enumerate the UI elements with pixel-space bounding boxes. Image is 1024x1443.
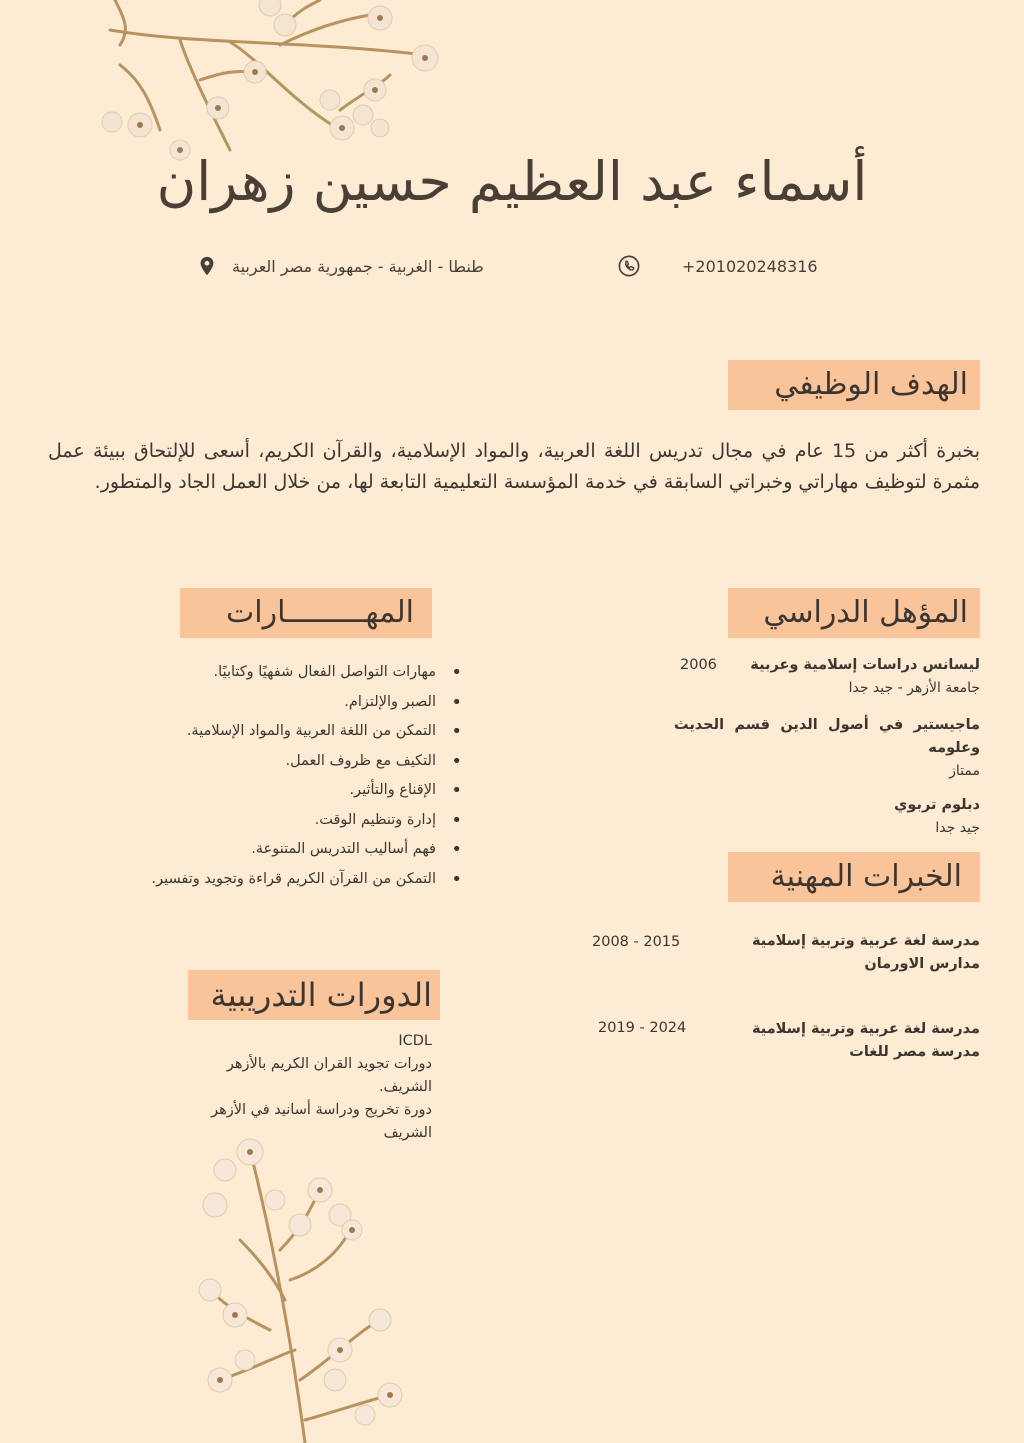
- education-item: [674, 714, 980, 783]
- courses-list: [172, 1030, 432, 1145]
- education-heading: المؤهل الدراسي: [728, 588, 980, 638]
- phone-number: +201020248316: [682, 256, 818, 276]
- course-item: ICDL: [398, 1033, 432, 1049]
- phone-icon: [618, 255, 640, 277]
- objective-heading: الهدف الوظيفي: [728, 360, 980, 410]
- skill-item: • فهم أساليب التدريس المتنوعة.: [120, 835, 436, 865]
- skill-item: • مهارات التواصل الفعال شفهيًا وكتابيًا.: [120, 658, 436, 688]
- floral-branch-bottom-decoration: [180, 1130, 420, 1443]
- experience-heading: الخبرات المهنية: [728, 852, 980, 902]
- location-pin-icon: [196, 255, 218, 277]
- experience-org: مدارس الاورمان: [864, 956, 980, 972]
- skill-item: • التمكن من اللغة العربية والمواد الإسلامية.: [120, 717, 436, 747]
- experience-org: مدرسة مصر للغات: [849, 1044, 980, 1060]
- skills-list: [120, 658, 464, 894]
- candidate-name: أسماء عبد العظيم حسين زهران: [156, 150, 868, 213]
- skill-item: • التمكن من القرآن الكريم قراءة وتجويد وتفسير.: [120, 865, 436, 895]
- skills-heading: المهـــــــــارات: [180, 588, 432, 638]
- education-year: 2006: [680, 657, 717, 673]
- education-degree: دبلوم تربوي: [894, 797, 980, 813]
- skill-item: • الصبر والإلتزام.: [120, 688, 436, 718]
- objective-text: بخبرة أكثر من 15 عام في مجال تدريس اللغة العربية، والمواد الإسلامية، والقرآن الكريم، أسعى للإلتحاق ببيئة عمل مثمرة لتوظيف مهاراتي وخبراتي السابقة في خدمة المؤسسة التعليمية التابعة لها، من خلال العمل الجاد والمتطور.: [48, 440, 980, 493]
- contact-phone: [618, 255, 818, 277]
- education-degree: ليسانس دراسات إسلامية وعربية: [750, 657, 980, 673]
- experience-item: [720, 1018, 980, 1064]
- course-item: دورة تخريج ودراسة أسانيد في الأزهر الشريف: [211, 1102, 432, 1141]
- contact-location: [196, 255, 484, 277]
- education-degree: ماجيستير في أصول الدين قسم الحديث وعلومه: [674, 717, 980, 756]
- course-item: دورات تجويد القران الكريم بالأزهر الشريف.: [226, 1056, 432, 1095]
- floral-branch-top-decoration: [80, 0, 460, 170]
- experience-role: مدرسة لغة عربية وتربية إسلامية: [751, 1021, 980, 1037]
- education-detail: ممتاز: [949, 763, 980, 779]
- education-item: [660, 794, 980, 840]
- experience-period: 2008 - 2015: [592, 934, 681, 950]
- skill-item: • التكيف مع ظروف العمل.: [120, 747, 436, 777]
- experience-period: 2019 - 2024: [598, 1020, 687, 1036]
- education-detail: جيد جدا: [935, 820, 980, 836]
- education-detail: جامعة الأزهر - جيد جدا: [848, 680, 980, 696]
- courses-heading: الدورات التدريبية: [188, 970, 440, 1020]
- location-text: طنطا - الغربية - جمهورية مصر العربية: [232, 256, 484, 276]
- skill-item: • إدارة وتنظيم الوقت.: [120, 806, 436, 836]
- skill-item: • الإقناع والتأثير.: [120, 776, 436, 806]
- experience-item: [720, 930, 980, 976]
- experience-role: مدرسة لغة عربية وتربية إسلامية: [751, 933, 980, 949]
